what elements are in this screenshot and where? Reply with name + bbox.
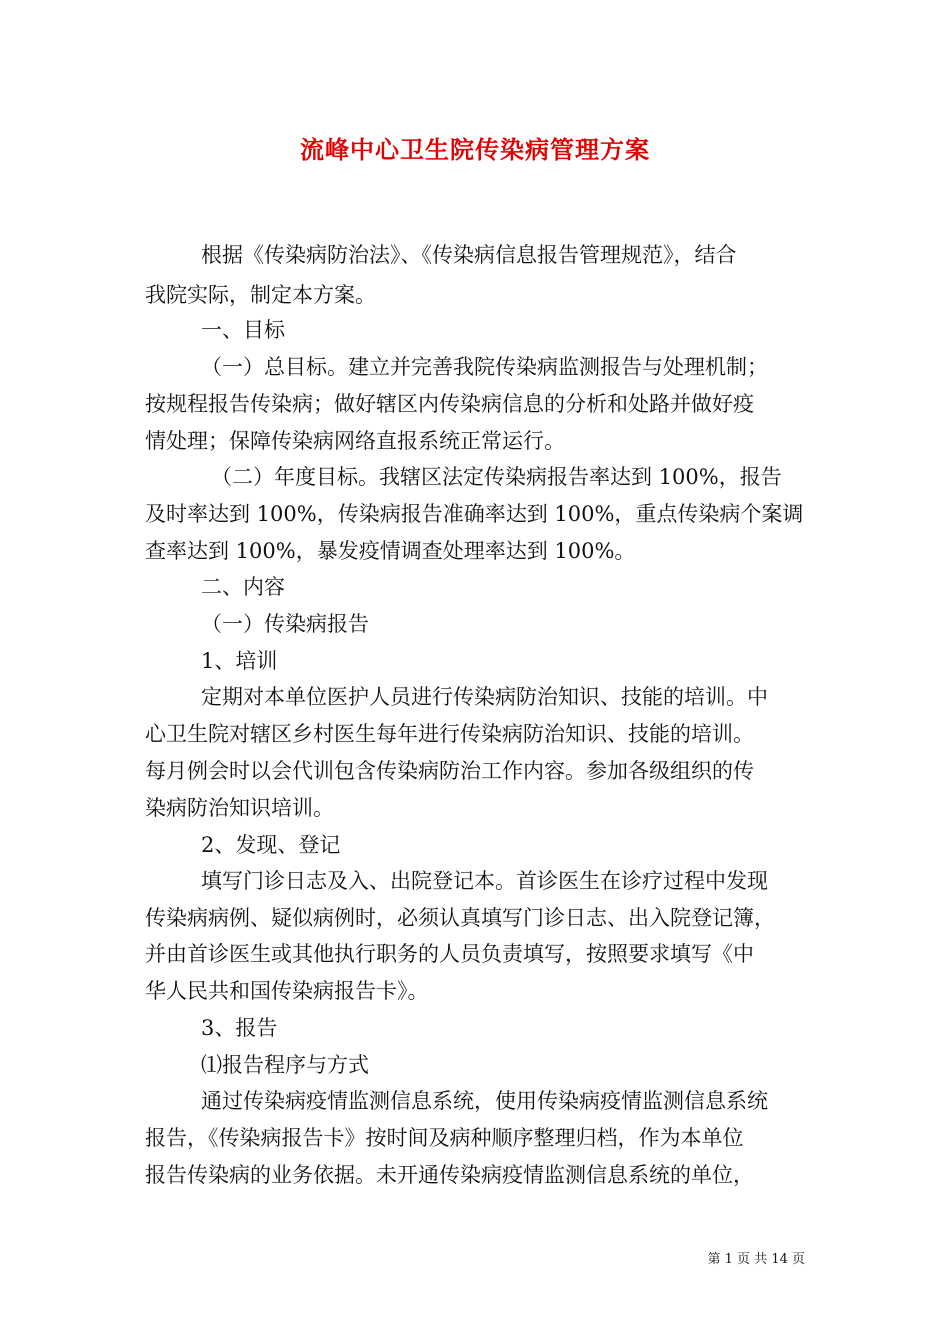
body-line: 心卫生院对辖区乡村医生每年进行传染病防治知识、技能的培训。 bbox=[145, 722, 754, 746]
body-line: 染病防治知识培训。 bbox=[145, 796, 334, 820]
item-heading: 1、培训 bbox=[201, 649, 278, 673]
body-line: 每月例会时以会代训包含传染病防治工作内容。参加各级组织的传 bbox=[145, 759, 754, 783]
body-line: 及时率达到 100%，传染病报告准确率达到 100%，重点传染病个案调 bbox=[145, 502, 804, 526]
body-line: 报告传染病的业务依据。未开通传染病疫情监测信息系统的单位， bbox=[145, 1163, 754, 1187]
item-heading: 2、发现、登记 bbox=[201, 833, 341, 857]
body-line: 我院实际，制定本方案。 bbox=[145, 283, 376, 307]
body-line: （二）年度目标。我辖区法定传染病报告率达到 100%，报告 bbox=[211, 465, 782, 489]
body-line: 传染病病例、疑似病例时，必须认真填写门诊日志、出入院登记簿， bbox=[145, 906, 775, 930]
section-heading: 一、目标 bbox=[201, 318, 285, 342]
body-line: 华人民共和国传染病报告卡》。 bbox=[145, 979, 429, 1003]
body-line: 定期对本单位医护人员进行传染病防治知识、技能的培训。中 bbox=[201, 685, 768, 709]
body-line: 查率达到 100%，暴发疫情调查处理率达到 100%。 bbox=[145, 539, 636, 563]
body-line: 并由首诊医生或其他执行职务的人员负责填写，按照要求填写《中 bbox=[145, 942, 754, 966]
body-line: 填写门诊日志及入、出院登记本。首诊医生在诊疗过程中发现 bbox=[201, 869, 768, 893]
subitem-heading: ⑴报告程序与方式 bbox=[201, 1053, 369, 1077]
item-heading: 3、报告 bbox=[201, 1016, 278, 1040]
body-line: 报告，《传染病报告卡》按时间及病种顺序整理归档，作为本单位 bbox=[145, 1126, 744, 1150]
section-heading: 二、内容 bbox=[201, 575, 285, 599]
page-footer: 第 1 页 共 14 页 bbox=[707, 1252, 805, 1267]
body-line: 根据《传染病防治法》、《传染病信息报告管理规范》，结合 bbox=[201, 243, 737, 267]
document-title: 流峰中心卫生院传染病管理方案 bbox=[300, 135, 650, 164]
body-line: 按规程报告传染病；做好辖区内传染病信息的分析和处路并做好疫 bbox=[145, 392, 754, 416]
body-line: （一）总目标。建立并完善我院传染病监测报告与处理机制； bbox=[201, 355, 768, 379]
body-line: 情处理；保障传染病网络直报系统正常运行。 bbox=[145, 429, 565, 453]
body-line: 通过传染病疫情监测信息系统，使用传染病疫情监测信息系统 bbox=[201, 1089, 768, 1113]
subsection-heading: （一）传染病报告 bbox=[201, 612, 369, 636]
